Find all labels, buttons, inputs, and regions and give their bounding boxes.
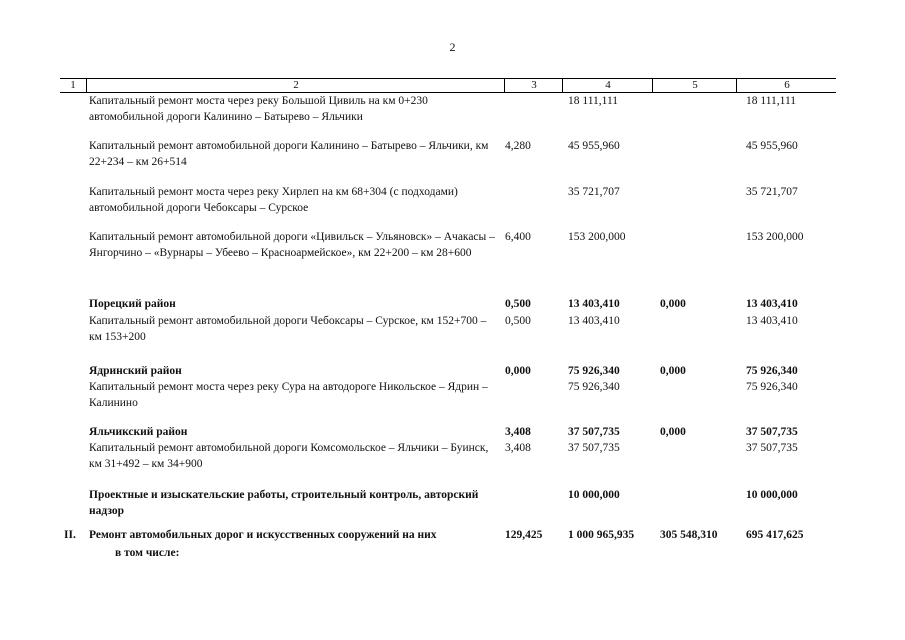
row-value-col4: 10 000,000 <box>568 489 620 501</box>
header-col-4: 4 <box>562 79 653 92</box>
row-name: Капитальный ремонт автомобильной дороги Калинино – Батырево – Яльчики, км 22+234 – км 26+514 <box>89 140 489 168</box>
row-value-col4: 75 926,340 <box>568 381 620 393</box>
row-value-col5: 0,000 <box>660 298 686 310</box>
row-name: Порецкий район <box>89 298 176 310</box>
row-length-km: 0,000 <box>505 365 531 377</box>
row-value-col6: 153 200,000 <box>746 231 804 243</box>
header-col-1: 1 <box>70 79 76 91</box>
row-name: Ядринский район <box>89 365 182 377</box>
row-value-col4: 37 507,735 <box>568 426 620 438</box>
budget-table <box>60 78 836 559</box>
row-length-km: 0,500 <box>505 315 531 327</box>
row-name: Капитальный ремонт моста через реку Сура на автодороге Никольское – Ядрин – Калинино <box>89 381 488 409</box>
row-value-col4: 13 403,410 <box>568 298 620 310</box>
row-value-col4: 35 721,707 <box>568 186 620 198</box>
row-name: Проектные и изыскательские работы, строительный контроль, авторский надзор <box>89 489 479 517</box>
page-number: 2 <box>449 40 456 54</box>
row-name: Капитальный ремонт моста через реку Хирлеп на км 68+304 (с подходами) автомобильной дороги Чебоксары – Сурское <box>89 186 458 214</box>
row-length-km: 0,500 <box>505 298 531 310</box>
header-col-6: 6 <box>736 79 837 92</box>
row-value-col4: 18 111,111 <box>568 95 619 107</box>
row-length-km: 3,408 <box>505 442 531 454</box>
header-col-3: 3 <box>504 79 563 92</box>
row-value-col5: 0,000 <box>660 426 686 438</box>
row-length-km: 4,280 <box>505 140 531 152</box>
row-value-col6: 35 721,707 <box>746 186 798 198</box>
row-value-col6: 13 403,410 <box>746 315 798 327</box>
header-col-5: 5 <box>652 79 737 92</box>
row-number: II. <box>64 529 76 541</box>
row-value-col6: 10 000,000 <box>746 489 798 501</box>
row-value-col6: 75 926,340 <box>746 365 798 377</box>
row-name: Капитальный ремонт моста через реку Большой Цивиль на км 0+230 автомобильной дороги Калинино – Батырево – Яльчики <box>89 95 428 123</box>
row-value-col4: 1 000 965,935 <box>568 529 635 541</box>
row-value-col6: 37 507,735 <box>746 442 798 454</box>
row-value-col5: 0,000 <box>660 365 686 377</box>
row-value-col4: 37 507,735 <box>568 442 620 454</box>
row-name: Яльчикский район <box>89 426 188 438</box>
row-value-col5: 305 548,310 <box>660 529 718 541</box>
row-value-col6: 13 403,410 <box>746 298 798 310</box>
row-name: Капитальный ремонт автомобильной дороги «Цивильск – Ульяновск» – Ачакасы – Янгорчино – «Вурнары – Убеево – Красноармейское», км 22+200 – км 28+600 <box>89 231 495 259</box>
row-length-km: 3,408 <box>505 426 531 438</box>
row-value-col4: 13 403,410 <box>568 315 620 327</box>
row-value-col4: 75 926,340 <box>568 365 620 377</box>
row-value-col6: 75 926,340 <box>746 381 798 393</box>
row-value-col6: 695 417,625 <box>746 529 804 541</box>
row-name: Ремонт автомобильных дорог и искусственных сооружений на них <box>89 529 437 541</box>
row-value-col6: 45 955,960 <box>746 140 798 152</box>
row-name: в том числе: <box>115 547 180 559</box>
row-value-col4: 153 200,000 <box>568 231 626 243</box>
row-value-col4: 45 955,960 <box>568 140 620 152</box>
row-name: Капитальный ремонт автомобильной дороги Чебоксары – Сурское, км 152+700 – км 153+200 <box>89 315 487 343</box>
row-value-col6: 37 507,735 <box>746 426 798 438</box>
row-name: Капитальный ремонт автомобильной дороги Комсомольское – Яльчики – Буинск, км 31+492 – км 34+900 <box>89 442 489 470</box>
header-col-2: 2 <box>86 79 505 92</box>
row-value-col6: 18 111,111 <box>746 95 797 107</box>
row-length-km: 6,400 <box>505 231 531 243</box>
row-length-km: 129,425 <box>505 529 543 541</box>
table-header-row <box>60 78 836 93</box>
